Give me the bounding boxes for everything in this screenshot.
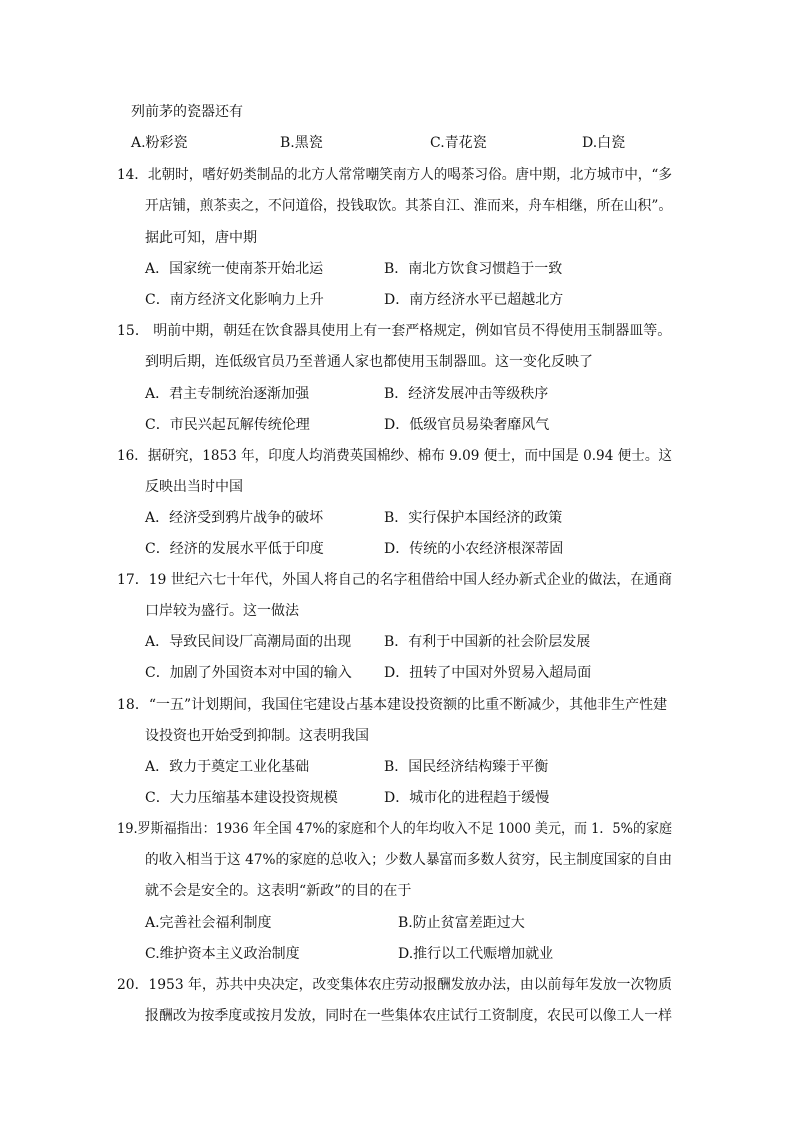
q13-option-b: B.黑瓷	[280, 135, 323, 151]
q17-line-1: 17．19 世纪六七十年代，外国人将自己的名字租借给中国人经办新式企业的做法，在通商	[117, 572, 673, 588]
q17-option-b: B．有利于中国新的社会阶层发展	[384, 634, 591, 650]
q14-line-3: 据此可知，唐中期	[145, 230, 257, 246]
q19-line-2: 的收入相当于这 47%的家庭的总收入；少数人暴富而多数人贫穷，民主制度国家的自由	[145, 852, 673, 868]
q15-option-c: C．市民兴起瓦解传统伦理	[145, 417, 310, 433]
q15-line-2: 到明后期，连低级官员乃至普通人家也都使用玉制器皿。这一变化反映了	[145, 354, 593, 370]
q16-option-d: D．传统的小农经济根深蒂固	[384, 541, 564, 557]
q16-option-b: B．实行保护本国经济的政策	[384, 510, 563, 526]
q18-line-1: 18．“一五”计划期间，我国住宅建设占基本建设投资额的比重不断减少，其他非生产性建	[117, 697, 668, 713]
q16-option-a: A．经济受到鸦片战争的破坏	[145, 510, 324, 526]
q20-line-1: 20．1953 年，苏共中央决定，改变集体农庄劳动报酬发放办法，由以前每年发放一次物质	[117, 977, 672, 993]
q17-option-d: D．扭转了中国对外贸易入超局面	[384, 665, 592, 681]
q19-line-1: 19.罗斯福指出：1936 年全国 47%的家庭和个人的年均收入不足 1000 美元，而 1．5%的家庭	[117, 821, 673, 837]
q15-line-1: 15． 明前中期，朝廷在饮食器具使用上有一套严格规定，例如官员不得使用玉制器皿等。	[117, 323, 672, 339]
q15-option-a: A．君主专制统治逐渐加强	[145, 386, 310, 402]
q19-option-d: D.推行以工代赈增加就业	[398, 946, 554, 962]
q15-option-b: B．经济发展冲击等级秩序	[384, 386, 549, 402]
q14-option-c: C．南方经济文化影响力上升	[145, 292, 324, 308]
q16-option-c: C．经济的发展水平低于印度	[145, 541, 324, 557]
q19-option-b: B.防止贫富差距过大	[398, 915, 525, 931]
q19-option-a: A.完善社会福利制度	[145, 915, 272, 931]
q17-option-c: C．加剧了外国资本对中国的输入	[145, 665, 352, 681]
q14-line-1: 14．北朝时，嗜好奶类制品的北方人常常嘲笑南方人的喝茶习俗。唐中期，北方城市中，“多	[117, 167, 672, 183]
q18-option-d: D．城市化的进程趋于缓慢	[384, 790, 550, 806]
q13-option-d: D.白瓷	[582, 135, 626, 151]
q16-line-1: 16．据研究，1853 年，印度人均消费英国棉纱、棉布 9.09 便士，而中国是 0.94 便士。这	[117, 448, 672, 464]
q17-line-2: 口岸较为盛行。这一做法	[145, 603, 299, 619]
q19-line-3: 就不会是安全的。这表明“新政”的目的在于	[145, 883, 412, 899]
q18-option-b: B．国民经济结构臻于平衡	[384, 759, 549, 775]
q15-option-d: D．低级官员易染奢靡风气	[384, 417, 550, 433]
q20-line-2: 报酬改为按季度或按月发放，同时在一些集体农庄试行工资制度，农民可以像工人一样	[145, 1008, 672, 1024]
q13-stem-end: 列前茅的瓷器还有	[131, 104, 243, 120]
q17-option-a: A．导致民间设厂高潮局面的出现	[145, 634, 352, 650]
q18-option-a: A．致力于奠定工业化基础	[145, 759, 310, 775]
q14-option-d: D．南方经济水平已超越北方	[384, 292, 564, 308]
q18-line-2: 设投资也开始受到抑制。这表明我国	[145, 728, 369, 744]
q13-option-c: C.青花瓷	[430, 135, 487, 151]
q14-line-2: 开店铺，煎茶卖之，不问道俗，投钱取饮。其茶自江、淮而来，舟车相继，所在山积”。	[145, 198, 673, 214]
q19-option-c: C.维护资本主义政治制度	[145, 946, 300, 962]
q14-option-a: A．国家统一使南茶开始北运	[145, 261, 324, 277]
q13-option-a: A.粉彩瓷	[131, 135, 188, 151]
q18-option-c: C．大力压缩基本建设投资规模	[145, 790, 338, 806]
q16-line-2: 反映出当时中国	[145, 479, 243, 495]
q14-option-b: B．南北方饮食习惯趋于一致	[384, 261, 563, 277]
